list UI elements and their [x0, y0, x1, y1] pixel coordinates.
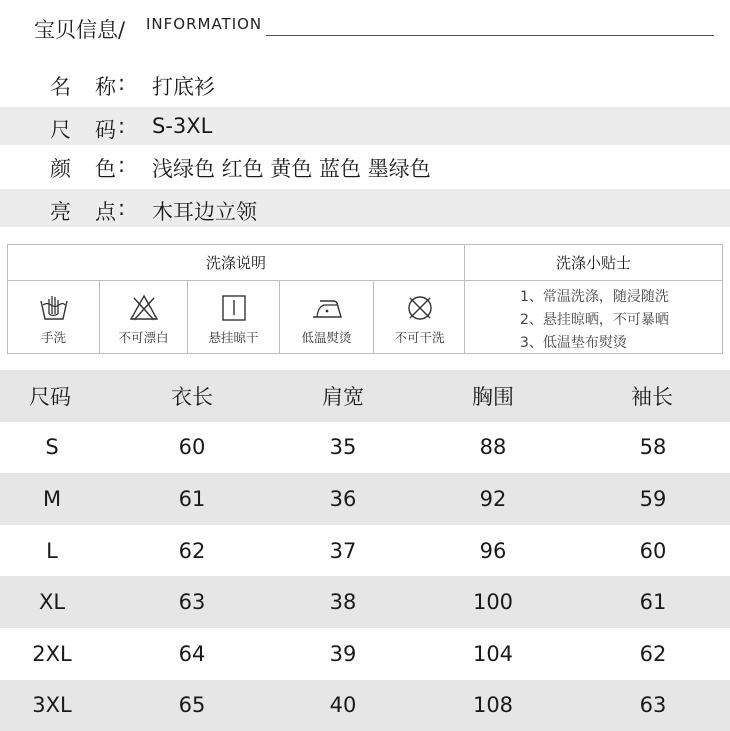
- info-row-size: 尺 码 : S-3XL: [0, 107, 730, 145]
- table-cell: 63: [178, 590, 206, 615]
- table-cell: 38: [329, 590, 357, 615]
- table-cell: 36: [329, 486, 357, 511]
- table-row: [0, 422, 730, 474]
- wash-cell-no-bleach: [100, 281, 188, 353]
- table-cell: 2XL: [32, 641, 72, 666]
- table-cell: 59: [639, 486, 667, 511]
- table-cell: L: [46, 538, 58, 563]
- hand-wash-icon: [38, 293, 70, 323]
- table-cell: 65: [178, 693, 206, 718]
- table-cell: 108: [472, 693, 514, 718]
- table-cell: 60: [178, 435, 206, 460]
- table-cell: XL: [38, 590, 66, 615]
- info-label: 颜 色: [50, 157, 116, 181]
- info-header: [34, 12, 714, 42]
- table-cell: 61: [178, 486, 206, 511]
- wash-cell-hang-dry: [188, 281, 280, 353]
- size-table: [0, 370, 730, 731]
- wash-cell-hand-wash: [8, 281, 100, 353]
- wash-caption: 不可漂白: [118, 330, 169, 345]
- no-dry-clean-icon: [404, 293, 436, 323]
- info-row-name: 名 称 : 打底衫: [50, 71, 215, 99]
- table-row: [0, 525, 730, 577]
- info-label: 尺 码: [50, 118, 116, 142]
- table-cell: 62: [639, 641, 667, 666]
- table-cell: 96: [479, 538, 507, 563]
- wash-caption: 悬挂晾干: [208, 330, 259, 345]
- column-header: 胸围: [472, 384, 514, 409]
- wash-cell-low-iron: [280, 281, 374, 353]
- no-bleach-icon: [128, 293, 160, 323]
- table-cell: 37: [329, 538, 357, 563]
- size-table-header: [0, 370, 730, 422]
- info-value: 木耳边立领: [152, 200, 257, 224]
- table-row: [0, 680, 730, 731]
- wash-tip: 1、常温洗涤，随浸随洗: [520, 289, 669, 305]
- wash-heading: 洗涤说明: [8, 245, 465, 281]
- wash-icons-row: [8, 281, 465, 353]
- wash-caption: 不可干洗: [394, 330, 445, 345]
- wash-instructions-table: [7, 244, 723, 354]
- info-row-highlight: 亮 点 : 木耳边立领: [0, 189, 730, 227]
- table-cell: 40: [329, 693, 357, 718]
- table-cell: S: [45, 435, 59, 460]
- info-value: 浅绿色 红色 黄色 蓝色 墨绿色: [152, 157, 431, 181]
- low-iron-icon: [310, 293, 344, 323]
- table-cell: 35: [329, 435, 357, 460]
- table-cell: 64: [178, 641, 206, 666]
- column-header: 袖长: [631, 384, 673, 409]
- table-cell: 104: [472, 641, 514, 666]
- table-cell: 60: [639, 538, 667, 563]
- table-cell: 3XL: [32, 693, 72, 718]
- column-header: 肩宽: [322, 384, 364, 409]
- wash-tip: 2、悬挂晾晒，不可暴晒: [520, 312, 669, 328]
- header-divider: [266, 35, 714, 36]
- table-cell: 39: [329, 641, 357, 666]
- wash-caption: 手洗: [40, 330, 66, 345]
- table-cell: 62: [178, 538, 206, 563]
- table-cell: 92: [479, 486, 507, 511]
- wash-tips-heading: 洗涤小贴士: [465, 245, 722, 281]
- column-header: 尺码: [29, 384, 71, 409]
- wash-cell-no-dry-clean: [374, 281, 465, 353]
- table-cell: 58: [639, 435, 667, 460]
- hang-dry-icon: [218, 293, 250, 323]
- table-row: [0, 628, 730, 680]
- table-row: [0, 576, 730, 628]
- table-cell: M: [42, 486, 62, 511]
- wash-tip: 3、低温垫布熨烫: [520, 335, 627, 351]
- info-value: S-3XL: [152, 114, 213, 138]
- column-header: 衣长: [171, 384, 213, 409]
- header-title-cn: 宝贝信息/: [34, 18, 126, 42]
- table-cell: 100: [472, 590, 514, 615]
- info-row-color: 颜 色 : 浅绿色 红色 黄色 蓝色 墨绿色: [50, 153, 431, 181]
- info-label: 名 称: [50, 75, 116, 99]
- table-cell: 63: [639, 693, 667, 718]
- wash-tips: [465, 281, 722, 353]
- info-value: 打底衫: [152, 75, 215, 99]
- table-row: [0, 473, 730, 525]
- wash-caption: 低温熨烫: [301, 330, 352, 345]
- table-cell: 61: [639, 590, 667, 615]
- header-title-en: INFORMATION: [146, 15, 263, 33]
- table-cell: 88: [479, 435, 507, 460]
- info-label: 亮 点: [50, 200, 116, 224]
